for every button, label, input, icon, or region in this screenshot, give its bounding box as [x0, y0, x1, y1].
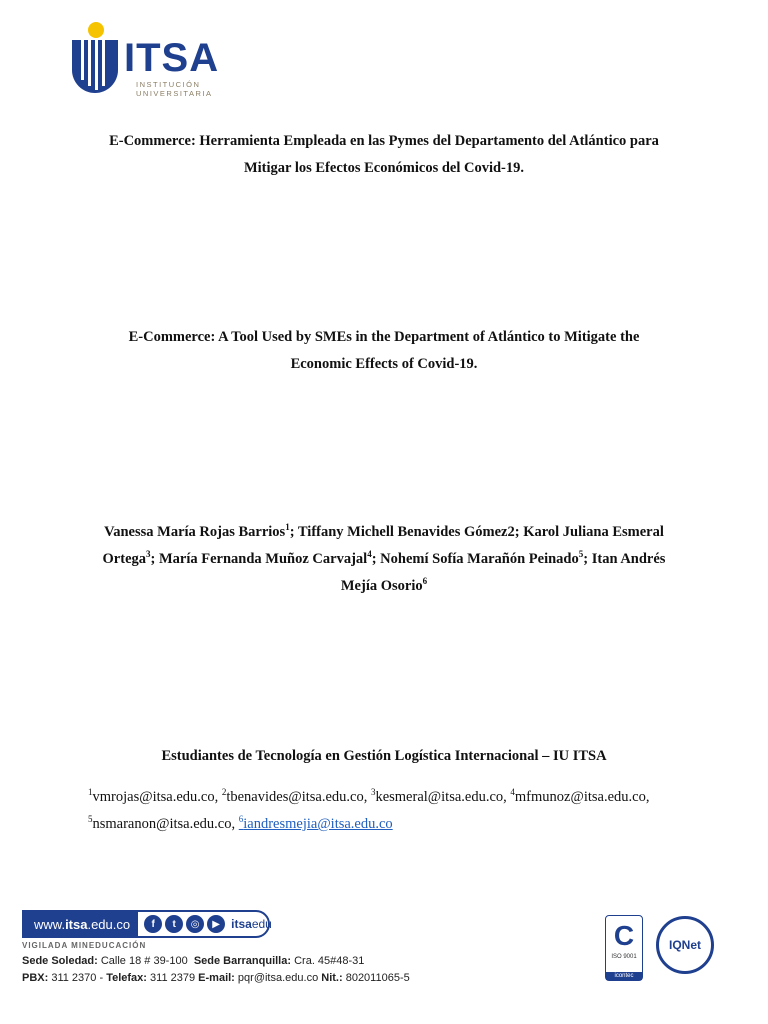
logo-name: ITSA	[124, 36, 220, 80]
youtube-icon[interactable]: ▶	[207, 915, 225, 933]
logo-subtitle-2: UNIVERSITARIA	[136, 89, 213, 98]
social-handle	[231, 917, 272, 931]
email-2: tbenavides@itsa.edu.co	[226, 789, 364, 805]
telefax-label: Telefax:	[106, 972, 147, 984]
authors-line2: Ortega$^3$; María Fernanda Muñoz Carvajal$^4$; Nohemí Sofía Marañón Peinado$^5$; Itan Andrés	[102, 549, 666, 567]
author-3-part1: Karol Juliana Esmeral	[523, 524, 664, 540]
itsa-logo	[72, 20, 222, 100]
affiliation: Estudiantes de Tecnología en Gestión Logística Internacional – IU ITSA	[161, 748, 607, 764]
email-6: iandresmejia@itsa.edu.co	[243, 816, 393, 832]
email-list	[88, 784, 708, 838]
pbx-label: PBX:	[22, 972, 49, 984]
author-3-part2: Ortega	[102, 551, 147, 567]
social-icons	[144, 915, 225, 933]
url-bold: itsa	[65, 916, 88, 932]
author-2: Tiffany Michell Benavides Gómez2	[297, 524, 515, 540]
email-6-link[interactable]	[239, 816, 393, 832]
shield-icon	[72, 40, 118, 98]
author-5: Nohemí Sofía Marañón Peinado	[380, 551, 579, 567]
authors-line3	[78, 573, 690, 600]
nit: 802011065-5	[345, 972, 410, 984]
email-3: kesmeral@itsa.edu.co	[375, 789, 504, 805]
email-2-sup: 2	[221, 787, 227, 798]
iqnet-certification-badge	[656, 916, 714, 974]
email-5: nsmaranon@itsa.edu.co	[92, 816, 232, 832]
footer-web-bar	[22, 910, 270, 938]
author-6-part2: Mejía Osorio	[340, 578, 423, 594]
handle-rest: edu	[251, 917, 272, 931]
email-label: E-mail:	[198, 972, 235, 984]
icontec-label: icontec	[606, 972, 642, 980]
title-spanish-line1: E-Commerce: Herramienta Empleada en las Pymes del Departamento del Atlántico para	[109, 133, 659, 149]
title-spanish-line2: Mitigar los Efectos Económicos del Covid-19.	[243, 160, 525, 176]
emails-line2: $^5$nsmaranon@itsa.edu.co, $^6$iandresmejia@itsa.edu.co	[88, 814, 393, 832]
iqnet-label: IQNet	[668, 938, 701, 952]
author-1-sup: 1	[285, 522, 290, 533]
url-suffix: .edu.co	[87, 916, 131, 932]
author-list	[78, 519, 690, 600]
facebook-icon[interactable]: f	[144, 915, 162, 933]
logo-subtitle-1: INSTITUCIÓN	[136, 80, 201, 89]
title-english-line2: Economic Effects of Covid-19.	[290, 356, 478, 372]
title-spanish	[80, 128, 688, 182]
author-4-sup: 4	[367, 549, 372, 560]
sede-soledad-label: Sede Soledad:	[22, 955, 98, 967]
nit-label: Nit.:	[321, 972, 343, 984]
author-6-sup: 6	[422, 576, 428, 587]
email-3-sup: 3	[370, 787, 376, 798]
email-4-sup: 4	[510, 787, 515, 798]
contact-email: pqr@itsa.edu.co	[237, 972, 319, 984]
authors-line1: Vanessa María Rojas Barrios$^1$; Tiffany Michell Benavides Gómez2; Karol Juliana Esmeral	[104, 522, 664, 540]
iso-label: ISO 9001	[611, 954, 637, 960]
sede-barranquilla: Cra. 45#48-31	[294, 955, 365, 967]
email-4: mfmunoz@itsa.edu.co	[514, 789, 646, 805]
title-english-line1: E-Commerce: A Tool Used by SMEs in the Department of Atlántico to Mitigate the	[128, 329, 640, 345]
email-5-sup: 5	[88, 814, 93, 825]
instagram-icon[interactable]: ◎	[186, 915, 204, 933]
sede-barranquilla-label: Sede Barranquilla:	[193, 955, 292, 967]
campus-addresses	[22, 955, 364, 967]
email-1-sup: 1	[88, 787, 93, 798]
website-link[interactable]	[24, 912, 138, 936]
author-4: María Fernanda Muñoz Carvajal	[158, 551, 368, 567]
icontec-certification-badge	[605, 915, 643, 981]
icontec-c-icon: C	[613, 920, 635, 951]
author-1: Vanessa María Rojas Barrios	[104, 524, 286, 540]
author-6-part1: Itan Andrés	[591, 551, 666, 567]
sede-soledad: Calle 18 # 39-100	[100, 955, 188, 967]
pbx: 311 2370 -	[51, 972, 104, 984]
sun-icon	[88, 22, 104, 38]
telefax: 311 2379	[150, 972, 196, 984]
email-6-sup: 6	[238, 814, 244, 825]
url-prefix: www.	[34, 916, 66, 932]
author-5-sup: 5	[578, 549, 584, 560]
email-1: vmrojas@itsa.edu.co	[92, 789, 215, 805]
twitter-icon[interactable]: t	[165, 915, 183, 933]
contact-info	[22, 972, 410, 984]
vigilada-label: VIGILADA MINEDUCACIÓN	[22, 941, 147, 950]
title-english	[80, 324, 688, 378]
author-3-sup: 3	[146, 549, 151, 560]
emails-line1: $^1$vmrojas@itsa.edu.co, $^2$tbenavides@itsa.edu.co, $^3$kesmeral@itsa.edu.co, $^4$mfmunoz@itsa.edu.co,	[88, 787, 650, 805]
handle-bold: itsa	[231, 917, 252, 931]
